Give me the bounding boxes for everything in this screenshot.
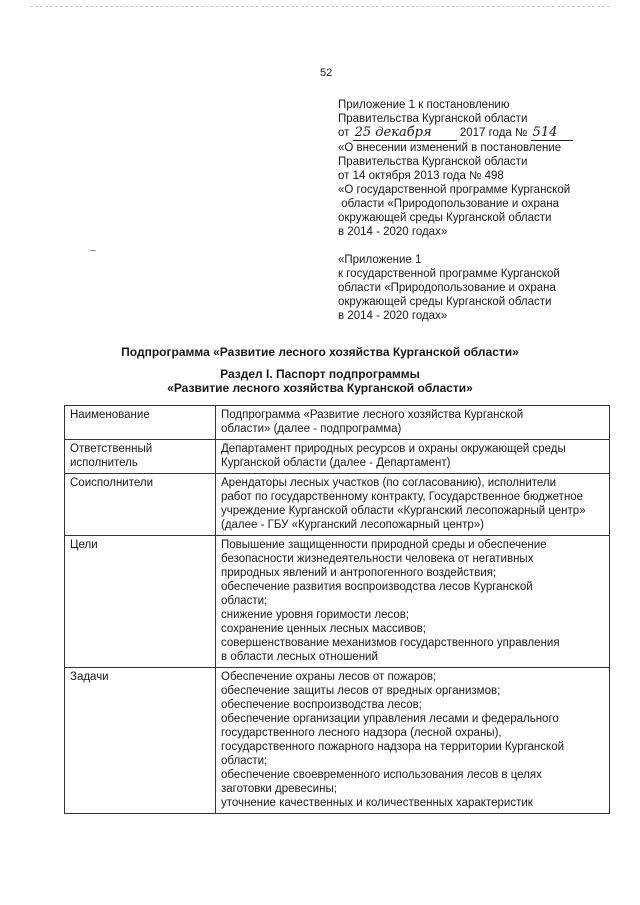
row-content-line: государственного лесного надзора (лесной охраны), [221,727,502,739]
handwritten-date: 25 декабря [353,126,457,141]
row-label-cell [65,668,216,814]
appendix-line: Приложение 1 к постановлению [338,99,510,111]
amend-line: Правительства Курганской области [338,156,528,168]
page-number: 52 [320,67,333,79]
row-label-line: Задачи [70,671,109,683]
table-row [65,440,610,474]
row-content-line: Департамент природных ресурсов и охраны окружающей среды [221,443,566,455]
row-content-line: Курганской области (далее - Департамент) [221,457,451,469]
row-content-line: безопасности жизнедеятельности человека от негативных [221,553,534,565]
row-content-cell [216,668,610,814]
row-content-line: природных явлений и антропогенного воздействия; [221,567,497,579]
row-content-line: обеспечение развития воспроизводства лесов Курганской [221,581,533,593]
row-content-line: области; [221,595,268,607]
row-label-line: Соисполнители [70,477,154,489]
annex-line: окружающей среды Курганской области [338,296,552,308]
passport-table [64,405,610,814]
row-content-line: (далее - ГБУ «Курганский лесопожарный центр») [221,519,484,531]
handwritten-number: 514 [531,126,573,141]
table-row [65,536,610,668]
appendix-date-line [338,126,628,141]
section-title-line: «Развитие лесного хозяйства Курганской области» [167,381,473,395]
row-label-cell [65,406,216,440]
row-content-line: области» (далее - подпрограмма) [221,423,402,435]
row-content-line: уточнение качественных и количественных характеристик [221,797,533,809]
annex-line: к государственной программе Курганской [338,268,560,280]
row-content-line: учреждение Курганской области «Курганский лесопожарный центр» [221,505,586,517]
row-content-cell [216,536,610,668]
row-content-line: Подпрограмма «Развитие лесного хозяйства Курганской [221,409,524,421]
scan-edge-line [30,6,610,7]
row-content-cell [216,406,610,440]
row-content-line: совершенствование механизмов государственного управления [221,637,560,649]
row-label-line: исполнитель [70,457,138,469]
amend-line: области «Природопользование и охрана [338,198,560,210]
row-label-line: Цели [70,539,98,551]
row-label-cell [65,474,216,536]
amend-line: в 2014 - 2020 годах» [338,226,448,238]
row-content-line: Обеспечение охраны лесов от пожаров; [221,671,437,683]
amend-line: «О внесении изменений в постановление [338,142,562,154]
row-content-cell [216,440,610,474]
row-content-line: снижение уровня горимости лесов; [221,609,410,621]
subprogram-title: Подпрограмма «Развитие лесного хозяйства Курганской области» [121,345,519,359]
table-row [65,668,610,814]
table-row [65,406,610,440]
margin-mark [90,250,96,251]
row-content-line: государственного пожарного надзора на территории Курганской [221,741,565,753]
annex-line: в 2014 - 2020 годах» [338,310,448,322]
date-prefix: от [338,127,350,139]
row-content-line: Повышение защищенности природной среды и обеспечение [221,539,547,551]
row-content-line: обеспечение воспроизводства лесов; [221,699,422,711]
amend-line: «О государственной программе Курганской [338,184,571,196]
amend-line: окружающей среды Курганской области [338,212,552,224]
row-content-line: Арендаторы лесных участков (по согласованию), исполнители [221,477,557,489]
row-content-line: заготовки древесины; [221,783,337,795]
row-label-cell [65,440,216,474]
year-text: 2017 года № [459,127,528,139]
row-content-line: сохранение ценных лесных массивов; [221,623,426,635]
row-label-cell [65,536,216,668]
amend-line: от 14 октября 2013 года № 498 [338,170,504,182]
table-row [65,474,610,536]
appendix-header [338,98,628,323]
row-content-line: обеспечение защиты лесов от вредных организмов; [221,685,501,697]
section-title-line: Раздел I. Паспорт подпрограммы [220,367,420,381]
row-label-line: Ответственный [70,443,153,455]
row-content-line: области; [221,755,268,767]
annex-line: «Приложение 1 [338,254,422,266]
row-label-line: Наименование [70,409,150,421]
row-content-line: обеспечение своевременного использования лесов в целях [221,769,542,781]
row-content-line: обеспечение организации управления лесами и федерального [221,713,559,725]
row-content-line: в области лесных отношений [221,651,378,663]
annex-line: области «Природопользование и охрана [338,282,556,294]
row-content-line: работ по государственному контракту, Государственное бюджетное [221,491,584,503]
appendix-line: Правительства Курганской области [338,113,528,125]
section-title [0,367,640,395]
row-content-cell [216,474,610,536]
